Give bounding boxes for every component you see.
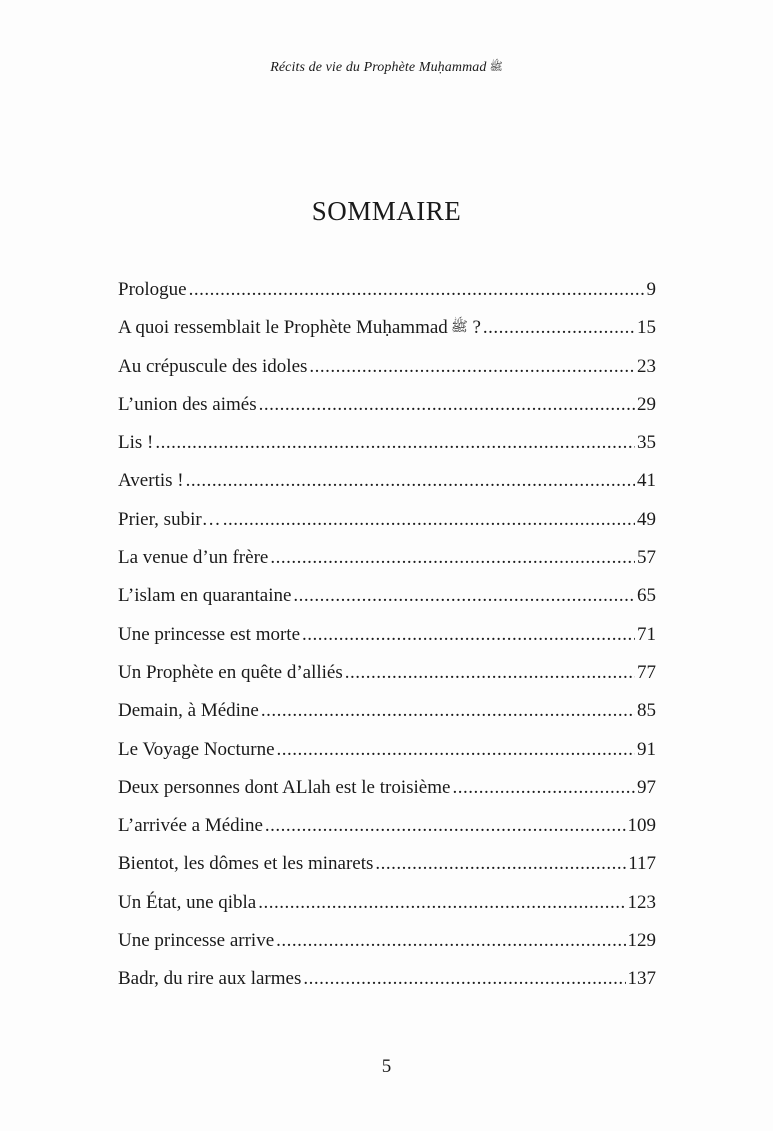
toc-entry-title-suffix: ? [467, 317, 481, 339]
dot-leader [375, 845, 626, 883]
toc-entry[interactable] [118, 731, 656, 769]
toc-entry-page: 117 [628, 853, 656, 875]
toc-entry-title [118, 424, 153, 462]
toc-entry-title-text: Avertis ! [118, 470, 184, 492]
toc-entry[interactable] [118, 692, 656, 730]
toc-entry-page: 9 [646, 279, 656, 300]
toc-entry[interactable] [118, 424, 656, 462]
dot-leader [189, 271, 645, 309]
toc-entry-page: 57 [637, 547, 656, 569]
dot-leader [223, 501, 635, 539]
toc-entry-title-text: L’union des aimés [118, 393, 257, 415]
dot-leader [276, 922, 625, 960]
toc-entry-title-text: L’arrivée a Médine [118, 815, 263, 837]
page-title: SOMMAIRE [311, 196, 462, 226]
toc-entry[interactable] [118, 654, 656, 692]
toc-entry[interactable] [118, 271, 656, 309]
toc-entry-title [118, 501, 221, 539]
toc-entry-page: 97 [637, 776, 656, 798]
toc-entry-title-text: Un Prophète en quête d’alliés [118, 661, 343, 683]
toc-entry-title-text: Badr, du rire aux larmes [118, 968, 302, 990]
table-of-contents [118, 271, 656, 999]
dot-leader [452, 769, 635, 807]
toc-entry-page: 35 [637, 432, 656, 454]
dot-leader [302, 616, 635, 654]
toc-entry-page: 123 [627, 891, 656, 913]
toc-entry-title [118, 309, 481, 349]
running-head-text: Récits de vie du Prophète Muḥammad [270, 60, 487, 75]
toc-entry-page: 129 [627, 930, 656, 952]
toc-entry[interactable] [118, 922, 656, 960]
toc-entry-page: 41 [637, 470, 656, 492]
toc-entry-page: 49 [637, 508, 656, 530]
toc-entry[interactable] [118, 386, 656, 424]
dot-leader [277, 731, 635, 769]
page-number: 5 [381, 1056, 392, 1077]
toc-entry-title-text: Une princesse est morte [118, 623, 301, 645]
toc-entry-title [118, 845, 373, 883]
toc-entry-title [118, 807, 263, 845]
toc-entry-title-text: Un État, une qibla [118, 891, 257, 913]
toc-entry-title-text: Une princesse arrive [118, 930, 275, 952]
dot-leader [309, 348, 635, 386]
toc-entry-title [118, 922, 274, 960]
dot-leader [258, 884, 625, 922]
dot-leader [270, 539, 635, 577]
toc-entry-title-text: Lis ! [118, 432, 154, 454]
dot-leader [259, 386, 635, 424]
toc-entry-page: 109 [627, 815, 656, 837]
toc-entry-page: 15 [637, 317, 656, 339]
toc-entry-title-text: Le Voyage Nocturne [118, 738, 275, 760]
dot-leader [155, 424, 635, 462]
toc-entry-title [118, 348, 307, 386]
dot-leader [293, 577, 635, 615]
toc-entry-title [118, 654, 343, 692]
toc-entry[interactable] [118, 539, 656, 577]
toc-entry-page: 85 [637, 700, 656, 722]
toc-entry[interactable] [118, 501, 656, 539]
toc-entry-title-text: Demain, à Médine [118, 700, 259, 722]
toc-entry[interactable] [118, 884, 656, 922]
toc-entry-page: 71 [637, 623, 656, 645]
toc-entry-title-text: A quoi ressemblait le Prophète Muḥammad [118, 317, 448, 339]
toc-entry-title [118, 577, 291, 615]
toc-entry-title [118, 539, 268, 577]
honorific-glyph: ﷺ [489, 61, 503, 73]
dot-leader [186, 462, 635, 500]
toc-entry-title-text: Prier, subir… [118, 508, 221, 530]
toc-entry-page: 29 [637, 393, 656, 415]
honorific-glyph: ﷺ [450, 320, 468, 336]
toc-entry[interactable] [118, 616, 656, 654]
toc-entry-title [118, 271, 187, 309]
running-head [0, 60, 773, 77]
toc-entry[interactable] [118, 960, 656, 998]
toc-entry-title-text: Au crépuscule des idoles [118, 355, 308, 377]
toc-entry-title-text: Bientot, les dômes et les minarets [118, 853, 374, 875]
toc-entry-title [118, 386, 257, 424]
toc-entry-title-text: L’islam en quarantaine [118, 585, 292, 607]
toc-entry[interactable] [118, 807, 656, 845]
toc-entry-page: 23 [637, 355, 656, 377]
toc-entry-title-text: Prologue [118, 279, 187, 300]
toc-entry-page: 65 [637, 585, 656, 607]
toc-entry-title [118, 731, 275, 769]
toc-entry-title [118, 692, 259, 730]
dot-leader [483, 309, 635, 347]
toc-entry[interactable] [118, 845, 656, 883]
toc-entry-title [118, 616, 300, 654]
toc-entry-title [118, 884, 256, 922]
toc-entry-title-text: Deux personnes dont ALlah est le troisième [118, 776, 451, 798]
dot-leader [265, 807, 626, 845]
toc-entry-page: 91 [637, 738, 656, 760]
toc-entry-page: 77 [637, 661, 656, 683]
toc-entry-title [118, 960, 301, 998]
toc-entry[interactable] [118, 309, 656, 347]
toc-entry[interactable] [118, 577, 656, 615]
toc-entry-title [118, 462, 184, 500]
dot-leader [261, 692, 635, 730]
toc-entry[interactable] [118, 769, 656, 807]
toc-entry-page: 137 [627, 968, 656, 990]
toc-entry[interactable] [118, 462, 656, 500]
toc-entry-title-text: La venue d’un frère [118, 547, 269, 569]
toc-entry[interactable] [118, 348, 656, 386]
toc-entry-title [118, 769, 450, 807]
dot-leader [303, 960, 625, 998]
dot-leader [345, 654, 635, 692]
